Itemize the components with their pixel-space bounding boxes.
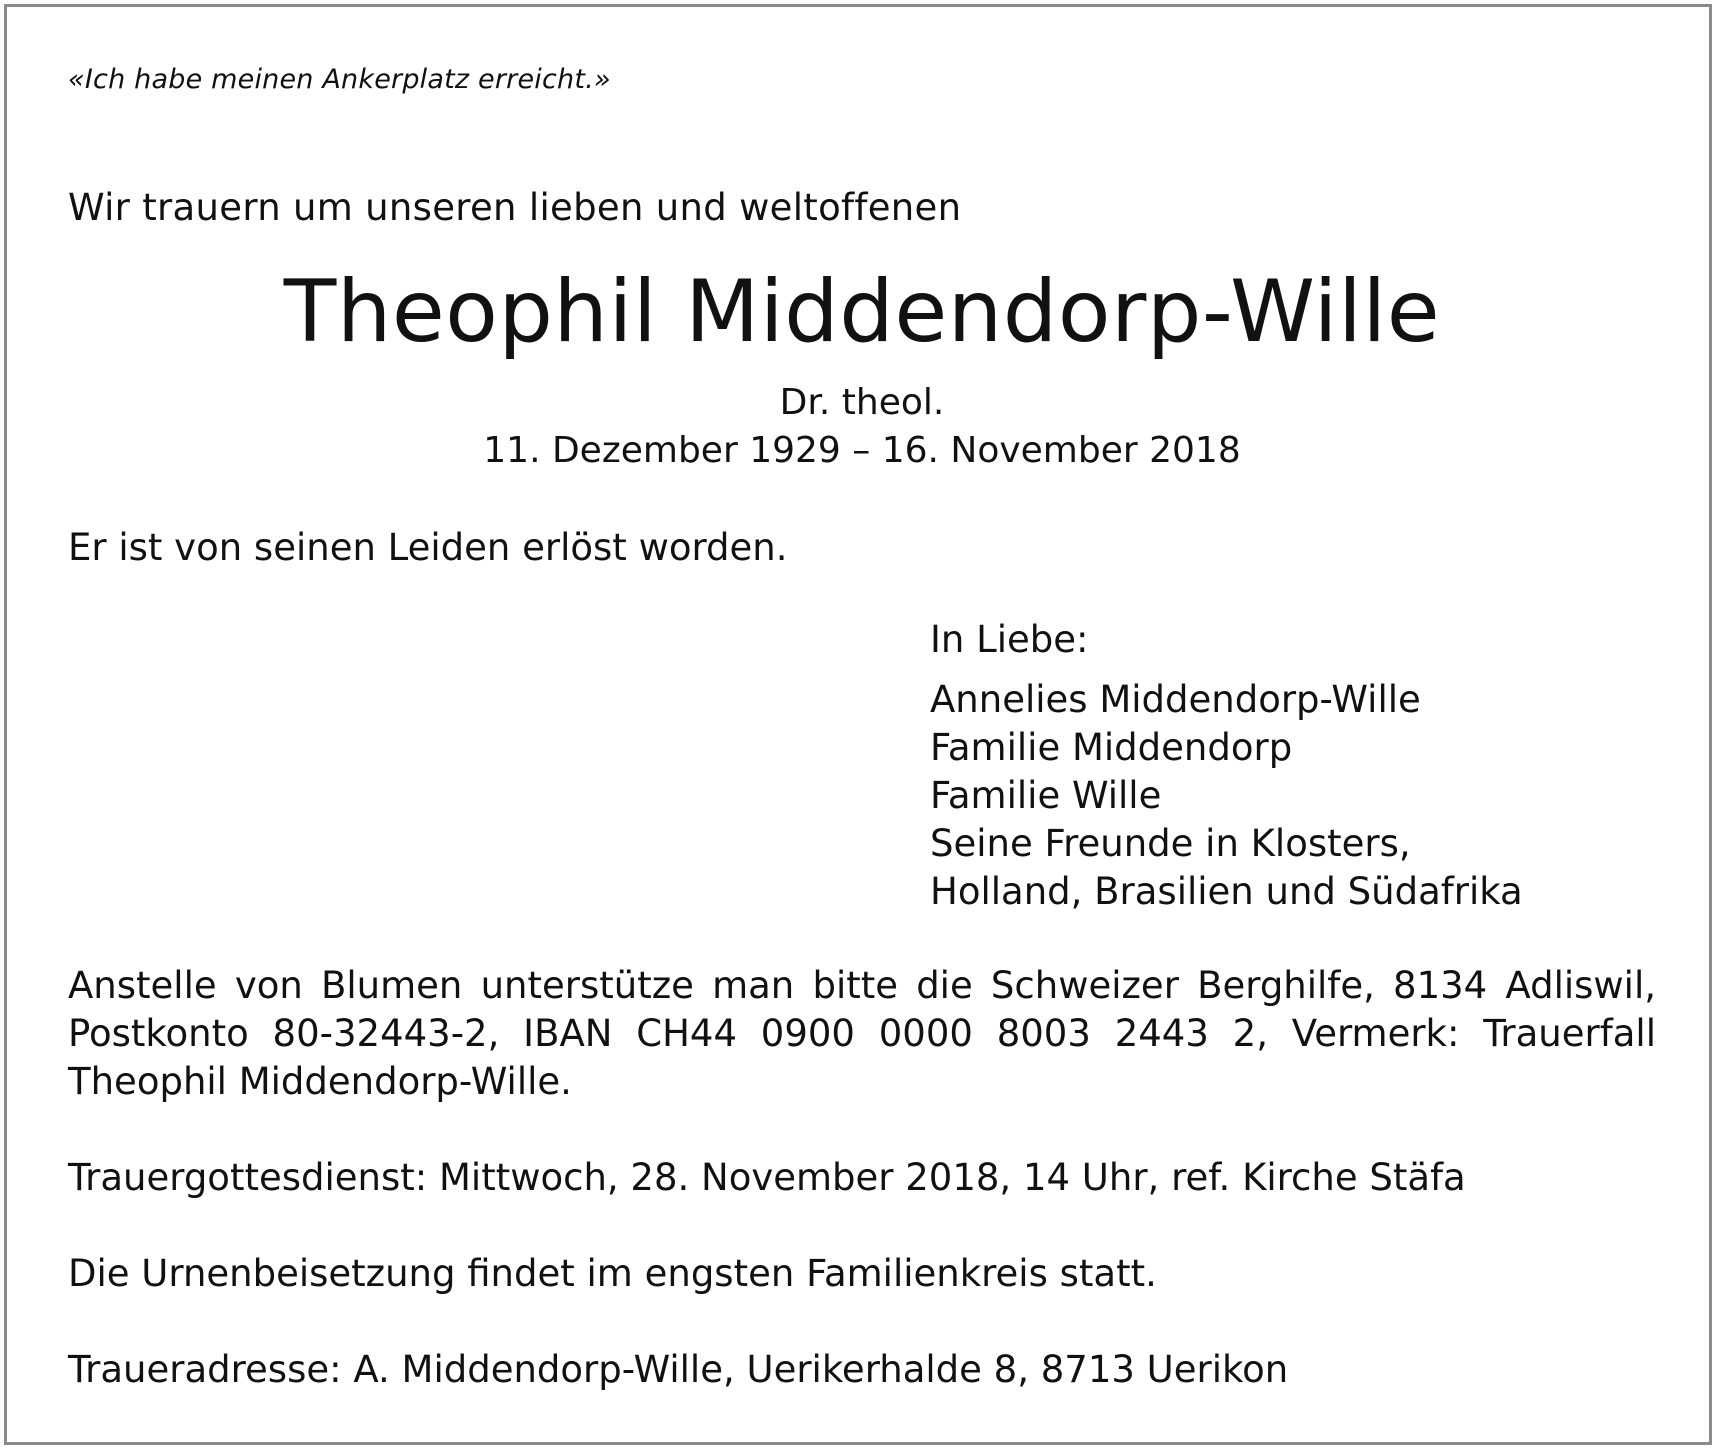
mourner-item: Familie Wille	[930, 774, 1162, 817]
mourners-heading: In Liebe:	[930, 618, 1089, 661]
mourner-item: Holland, Brasilien und Südafrika	[930, 870, 1523, 913]
relief-statement: Er ist von seinen Leiden erlöst worden.	[68, 526, 788, 569]
mourners-list	[930, 676, 1523, 916]
life-dates: 11. Dezember 1929 – 16. November 2018	[483, 430, 1241, 471]
donation-note: Anstelle von Blumen unterstütze man bitte die Schweizer Berghilfe, 8134 Adliswil, Postkonto 80-32443-2, IBAN CH44 0900 0000 8003 2443 2, Vermerk: Trauerfall Theophil Middendorp-Wille.	[68, 964, 1656, 1103]
mourner-item: Annelies Middendorp-Wille	[930, 678, 1421, 721]
academic-title: Dr. theol.	[779, 382, 945, 423]
intro-line: Wir trauern um unseren lieben und weltoffenen	[68, 186, 962, 229]
motto-quote: «Ich habe meinen Ankerplatz erreicht.»	[68, 64, 611, 95]
mourner-item: Familie Middendorp	[930, 726, 1293, 769]
burial-note: Die Urnenbeisetzung findet im engsten Familienkreis statt.	[68, 1252, 1157, 1295]
mourner-item: Seine Freunde in Klosters,	[930, 822, 1411, 865]
mourners-block	[930, 616, 1523, 916]
deceased-name: Theophil Middendorp-Wille	[283, 262, 1441, 362]
funeral-service-info: Trauergottesdienst: Mittwoch, 28. November 2018, 14 Uhr, ref. Kirche Stäfa	[68, 1156, 1466, 1199]
mourning-address: Traueradresse: A. Middendorp-Wille, Uerikerhalde 8, 8713 Uerikon	[68, 1348, 1289, 1391]
